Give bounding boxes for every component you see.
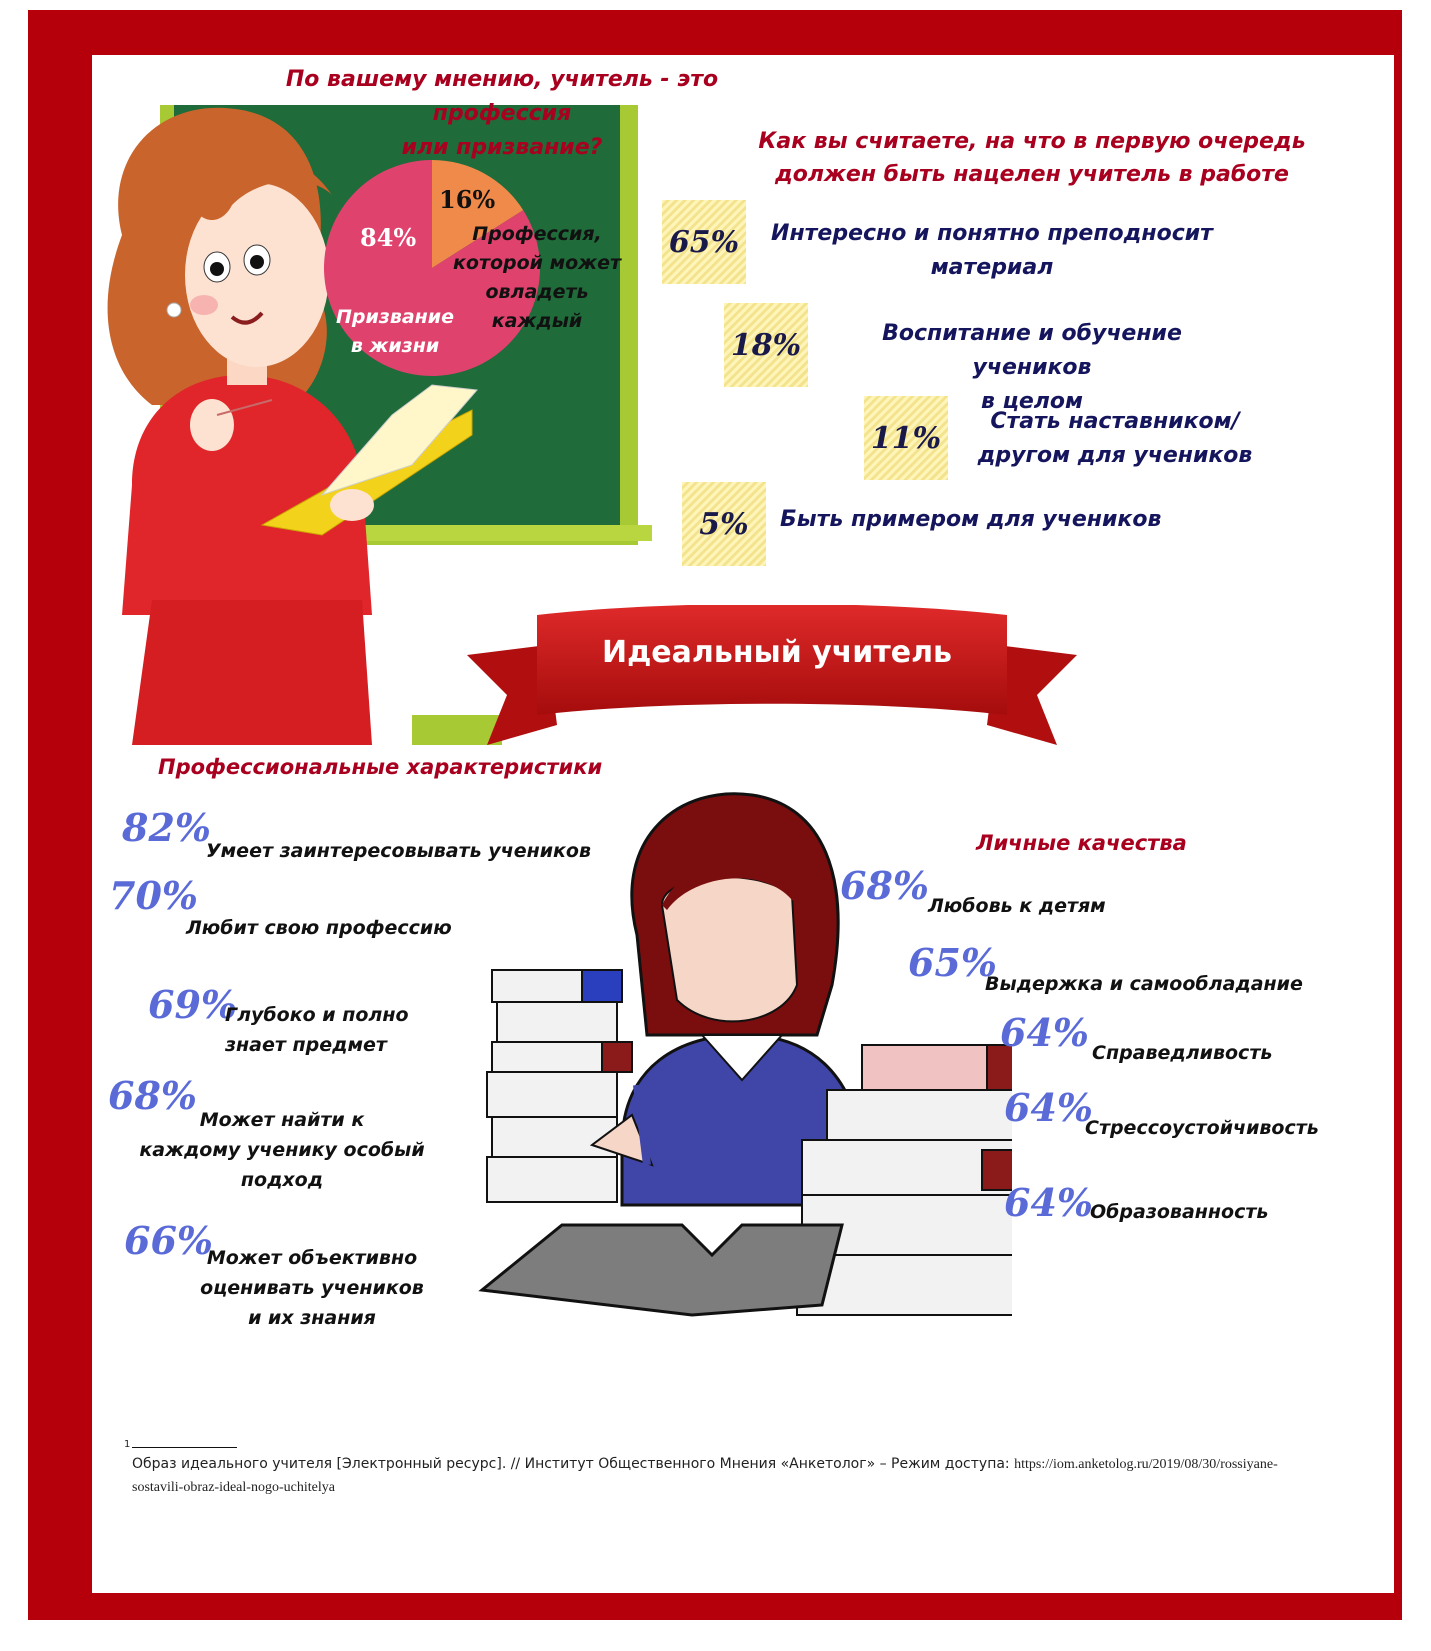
poll2-pct-4: 5% xyxy=(682,482,766,566)
pers-pct-5: 64% xyxy=(1004,1180,1093,1225)
slice-calling-pct: 84% xyxy=(360,223,417,252)
poll1-question xyxy=(222,63,782,165)
poster xyxy=(92,55,1394,1593)
pers-item-3: Справедливость xyxy=(1092,1042,1273,1064)
pers-item-1: Любовь к детям xyxy=(928,895,1106,917)
prof-item-1: Умеет заинтересовывать учеников xyxy=(206,840,592,862)
poll2-question-line1: Как вы считаете, на что в первую очередь xyxy=(758,129,1306,154)
ribbon-banner xyxy=(467,605,1077,745)
poll1-question-line2: или призвание? xyxy=(401,135,603,160)
poll2-item-3-line1: Стать наставником/ xyxy=(990,409,1240,434)
pers-pct-1: 68% xyxy=(840,863,929,908)
prof-pct-1: 82% xyxy=(122,805,211,850)
prof-pct-3: 69% xyxy=(148,982,237,1027)
footnote-rule xyxy=(132,1447,237,1448)
prof-item-3-line2: знает предмет xyxy=(225,1034,387,1056)
prof-pct-4: 68% xyxy=(108,1073,197,1118)
slice-profession-pct: 16% xyxy=(439,185,496,214)
banner-title: Идеальный учитель xyxy=(601,635,953,670)
footnote-url[interactable]: https://iom.anketolog.ru/2019/08/30/rossiyane- xyxy=(1014,1457,1278,1472)
professional-heading: Профессиональные характеристики xyxy=(158,755,603,779)
poll2-question xyxy=(722,125,1342,191)
poll2-pct-1: 65% xyxy=(662,200,746,284)
poll2-item-3 xyxy=(970,405,1260,473)
pers-pct-4: 64% xyxy=(1004,1085,1093,1130)
prof-item-4-line3: подход xyxy=(240,1169,324,1191)
prof-pct-2: 70% xyxy=(109,873,198,918)
footnote-marker: 1 xyxy=(124,1439,131,1450)
prof-item-2: Любит свою профессию xyxy=(186,917,452,939)
poll2-item-4: Быть примером для учеников xyxy=(780,507,1162,532)
poll2-item-1 xyxy=(762,217,1222,285)
poll2-pct-3: 11% xyxy=(864,396,948,480)
prof-item-4-line2: каждому ученику особый xyxy=(139,1139,425,1161)
pers-pct-3: 64% xyxy=(1000,1010,1089,1055)
prof-item-3-line1: Глубоко и полно xyxy=(225,1004,409,1026)
footnote xyxy=(132,1453,1342,1499)
slice-calling-label: Призвание в жизни xyxy=(335,306,455,357)
pers-item-5: Образованность xyxy=(1090,1201,1269,1223)
footnote-text: Образ идеального учителя [Электронный ресурс]. // Институт Общественного Мнения «Анкетолог» – Режим доступа: xyxy=(132,1456,1015,1472)
poll2-item-3-line2: другом для учеников xyxy=(977,443,1253,468)
poll2-item-1-line1: Интересно и понятно преподносит xyxy=(771,221,1213,246)
poll1-question-line1: По вашему мнению, учитель - это профессия xyxy=(285,67,719,126)
prof-item-5 xyxy=(192,1243,432,1333)
poll2-item-2-line2: в целом xyxy=(980,389,1084,414)
prof-item-3 xyxy=(225,1000,409,1060)
pers-item-2: Выдержка и самообладание xyxy=(985,973,1303,995)
prof-item-4 xyxy=(132,1105,432,1195)
prof-item-5-line3: и их знания xyxy=(248,1307,376,1329)
poll2-item-2-line1: Воспитание и обучение учеников xyxy=(882,321,1182,380)
red-frame xyxy=(28,10,1402,1620)
footnote-url-cont[interactable]: sostavili-obraz-ideal-nogo-uchitelya xyxy=(132,1480,335,1495)
prof-pct-5: 66% xyxy=(124,1218,213,1263)
prof-item-4-line1: Может найти к xyxy=(199,1109,365,1131)
poll2-item-1-line2: материал xyxy=(930,255,1054,280)
pers-item-4: Стрессоустойчивость xyxy=(1085,1117,1319,1139)
personal-heading: Личные качества xyxy=(976,831,1187,855)
slice-profession-label: Профессия, которой может овладеть каждый xyxy=(453,223,621,332)
prof-item-5-line1: Может объективно xyxy=(206,1247,418,1269)
pers-pct-2: 65% xyxy=(908,940,997,985)
prof-item-5-line2: оценивать учеников xyxy=(200,1277,424,1299)
poll2-question-line2: должен быть нацелен учитель в работе xyxy=(775,162,1289,187)
poll2-pct-2: 18% xyxy=(724,303,808,387)
